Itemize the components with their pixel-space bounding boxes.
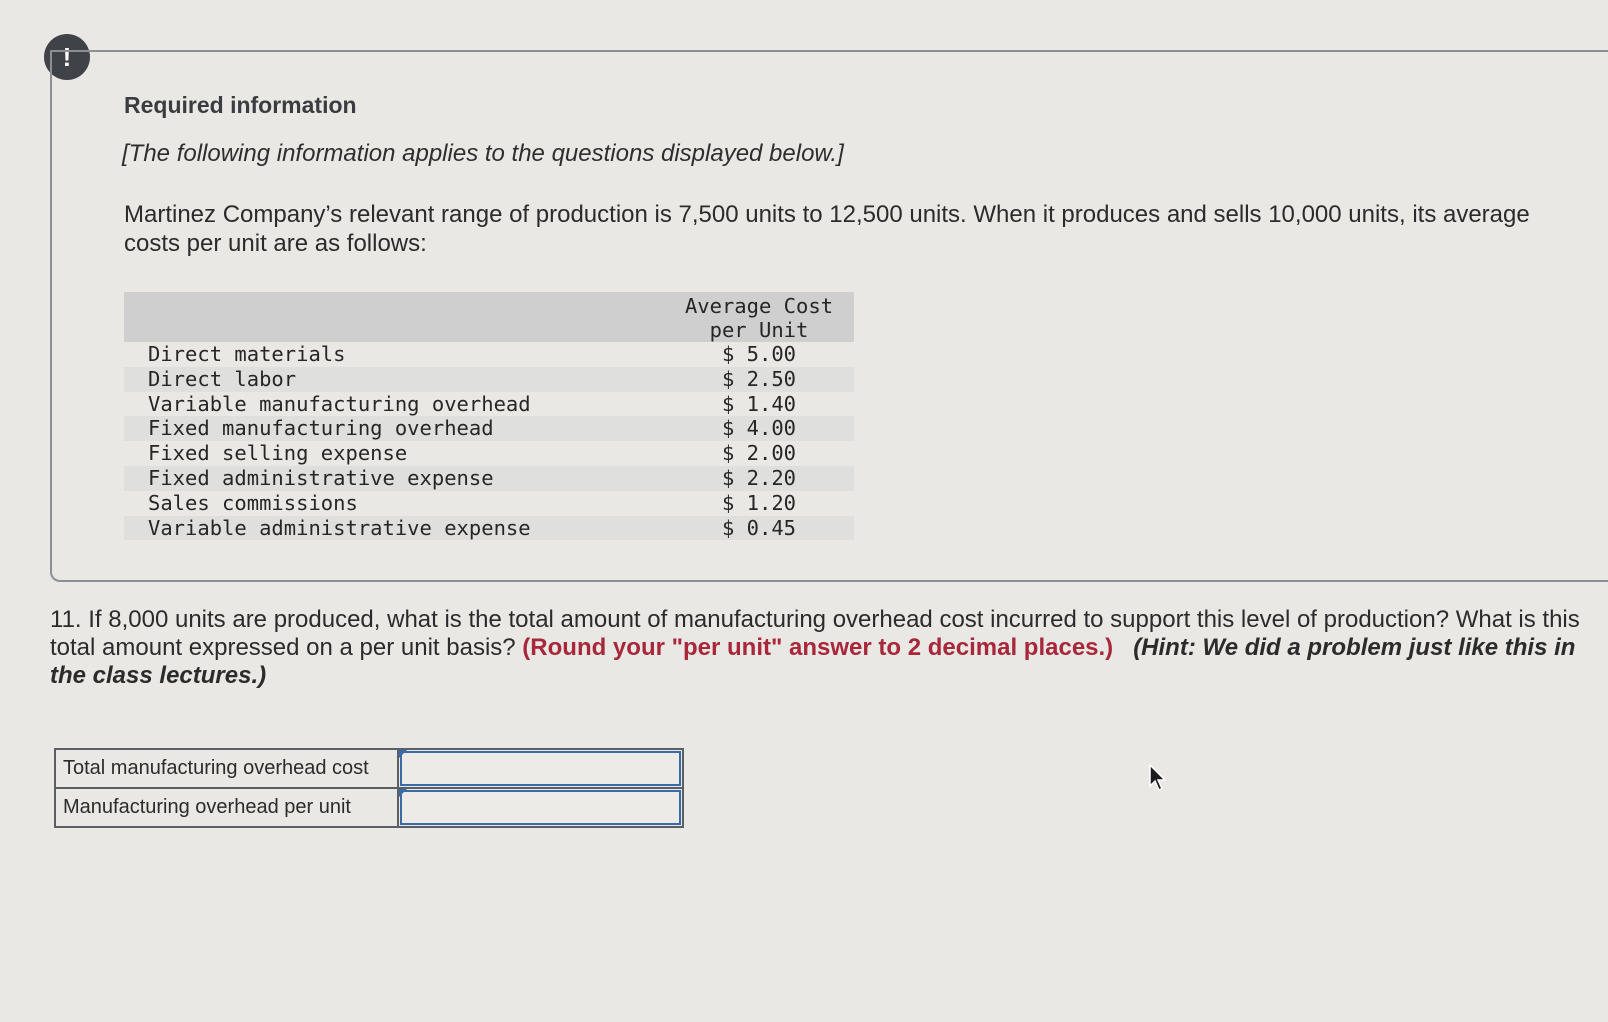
cost-row-value: $ 2.00	[721, 441, 797, 466]
column-header-line1: Average Cost	[684, 294, 834, 318]
input-corner-marker	[399, 789, 407, 797]
total-manufacturing-overhead-input[interactable]	[400, 751, 681, 786]
applies-note: [The following information applies to the questions displayed below.]	[122, 140, 844, 167]
answer-row-overhead-per-unit	[56, 787, 682, 826]
input-corner-marker	[399, 750, 407, 758]
answer-row-total-overhead	[56, 750, 682, 787]
cost-row-value: $ 0.45	[721, 515, 797, 540]
scenario-text: Martinez Company’s relevant range of production is 7,500 units to 12,500 units. When it produces and sells 10,000 units, its average costs per unit are as follows:	[124, 201, 1530, 257]
answer-row-label: Manufacturing overhead per unit	[56, 789, 399, 826]
cost-table	[124, 292, 854, 540]
cost-row-fixed-selling-expense	[124, 441, 854, 466]
column-header-line2: per Unit	[709, 318, 809, 342]
cost-row-value: $ 2.50	[721, 366, 797, 391]
cost-row-value: $ 2.20	[721, 465, 797, 490]
cost-row-label: Direct materials	[148, 342, 346, 366]
question-text	[50, 606, 1590, 690]
answer-row-label: Total manufacturing overhead cost	[56, 750, 399, 787]
cost-row-label: Fixed administrative expense	[148, 465, 494, 490]
mouse-cursor-icon	[1148, 764, 1170, 792]
cost-row-label: Variable manufacturing overhead	[148, 391, 531, 416]
cost-row-variable-manufacturing-overhead	[124, 392, 854, 417]
cost-row-value: $ 1.20	[721, 490, 797, 515]
required-information-title: Required information	[124, 92, 357, 118]
average-cost-column-header	[664, 294, 854, 342]
cost-row-label: Fixed selling expense	[148, 441, 408, 466]
cost-row-label: Direct labor	[148, 366, 297, 391]
cost-row-variable-administrative-expense	[124, 516, 854, 541]
cost-row-sales-commissions	[124, 491, 854, 516]
cost-row-label: Variable administrative expense	[148, 515, 531, 540]
cost-row-value: $ 4.00	[721, 416, 797, 441]
cost-row-fixed-administrative-expense	[124, 466, 854, 491]
rounding-instruction: (Round your "per unit" answer to 2 decimal places.)	[522, 634, 1114, 661]
answer-table	[54, 748, 684, 828]
cost-row-label: Sales commissions	[148, 490, 358, 515]
hint-text: (Hint: We did a problem just like this in the class lectures.)	[50, 634, 1576, 689]
alert-icon: !	[44, 34, 90, 80]
overhead-per-unit-input[interactable]	[400, 790, 681, 825]
answer-cell	[399, 750, 682, 787]
cost-row-direct-materials	[124, 342, 854, 367]
cost-row-fixed-manufacturing-overhead	[124, 416, 854, 441]
cost-row-direct-labor	[124, 367, 854, 392]
question-body: 11. If 8,000 units are produced, what is the total amount of manufacturing overhead cost incurred to support this level of production? What is this total amount expressed on a per unit basis?	[50, 606, 1580, 661]
answer-cell	[399, 789, 682, 826]
cost-row-label: Fixed manufacturing overhead	[148, 416, 494, 441]
cost-table-header	[124, 292, 854, 342]
cost-row-value: $ 5.00	[721, 342, 797, 366]
cost-row-value: $ 1.40	[721, 391, 797, 416]
